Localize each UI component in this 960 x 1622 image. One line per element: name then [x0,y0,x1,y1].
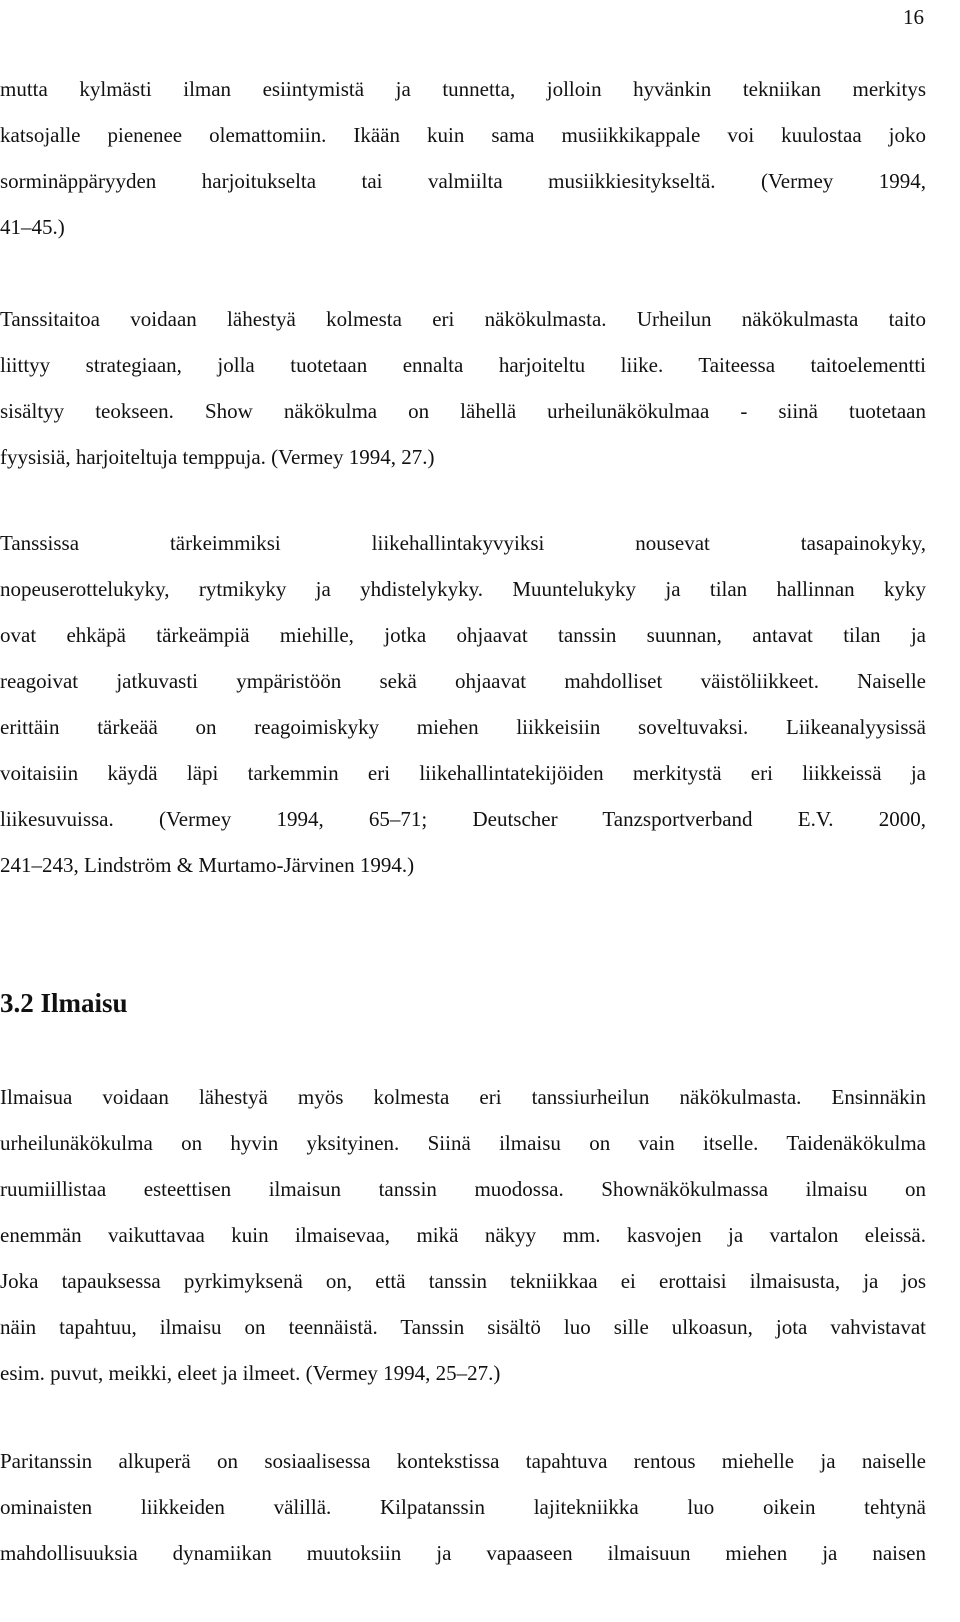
section-heading: 3.2 Ilmaisu [0,988,128,1018]
text-line: ominaisten liikkeiden välillä. Kilpatanssin lajitekniikka luo oikein tehtynä [0,1495,926,1519]
text-line: Tanssissa tärkeimmiksi liikehallintakyvyiksi nousevat tasapainokyky, [0,531,926,555]
text-line: ruumiillistaa esteettisen ilmaisun tanssin muodossa. Shownäkökulmassa ilmaisu on [0,1177,926,1201]
paragraph-pair-dance-origin [0,1438,926,1576]
text-line: urheilunäkökulma on hyvin yksityinen. Siinä ilmaisu on vain itselle. Taidenäkökulma [0,1131,926,1155]
paragraph-expression [0,1074,926,1396]
paragraph-motor-abilities [0,520,926,888]
text-line: sorminäppäryyden harjoitukselta tai valmiilta musiikkiesitykseltä. (Vermey 1994, [0,169,926,193]
text-line: Paritanssin alkuperä on sosiaalisessa kontekstissa tapahtuva rentous miehelle ja naiselle [0,1449,926,1473]
text-line: 241–243, Lindström & Murtamo-Järvinen 1994.) [0,853,415,877]
text-line: mahdollisuuksia dynamiikan muutoksiin ja vapaaseen ilmaisuun miehen ja naisen [0,1541,926,1565]
text-line: mutta kylmästi ilman esiintymistä ja tunnetta, jolloin hyvänkin tekniikan merkitys [0,77,926,101]
text-line: sisältyy teokseen. Show näkökulma on lähellä urheilunäkökulmaa - siinä tuotetaan [0,399,926,423]
paragraph-skill-expression [0,66,926,250]
text-line: Ilmaisua voidaan lähestyä myös kolmesta eri tanssiurheilun näkökulmasta. Ensinnäkin [0,1085,926,1109]
text-line: reagoivat jatkuvasti ympäristöön sekä ohjaavat mahdolliset väistöliikkeet. Naiselle [0,669,926,693]
text-line: esim. puvut, meikki, eleet ja ilmeet. (Vermey 1994, 25–27.) [0,1361,501,1385]
text-line: liittyy strategiaan, jolla tuotetaan ennalta harjoiteltu liike. Taiteessa taitoelementti [0,353,926,377]
text-line: Joka tapauksessa pyrkimyksenä on, että tanssin tekniikkaa ei erottaisi ilmaisusta, ja jos [0,1269,926,1293]
text-line: erittäin tärkeää on reagoimiskyky miehen liikkeisiin soveltuvaksi. Liikeanalyysissä [0,715,926,739]
text-line: Tanssitaitoa voidaan lähestyä kolmesta eri näkökulmasta. Urheilun näkökulmasta taito [0,307,926,331]
text-line: ovat ehkäpä tärkeämpiä miehille, jotka ohjaavat tanssin suunnan, antavat tilan ja [0,623,926,647]
text-line: enemmän vaikuttavaa kuin ilmaisevaa, mikä näkyy mm. kasvojen ja vartalon eleissä. [0,1223,926,1247]
text-line: 41–45.) [0,215,65,239]
text-line: näin tapahtuu, ilmaisu on teennäistä. Tanssin sisältö luo sille ulkoasun, jota vahvistavat [0,1315,926,1339]
text-line: katsojalle pienenee olemattomiin. Ikään kuin sama musiikkikappale voi kuulostaa joko [0,123,926,147]
page-number: 16 [903,5,924,29]
text-line: fyysisiä, harjoiteltuja temppuja. (Vermey 1994, 27.) [0,445,435,469]
text-line: voitaisiin käydä läpi tarkemmin eri liikehallintatekijöiden merkitystä eri liikkeissä ja [0,761,926,785]
paragraph-dance-skill-perspectives [0,296,926,480]
text-line: liikesuvuissa. (Vermey 1994, 65–71; Deutscher Tanzsportverband E.V. 2000, [0,807,926,831]
text-line: nopeuserottelukyky, rytmikyky ja yhdistelykyky. Muuntelukyky ja tilan hallinnan kyky [0,577,926,601]
